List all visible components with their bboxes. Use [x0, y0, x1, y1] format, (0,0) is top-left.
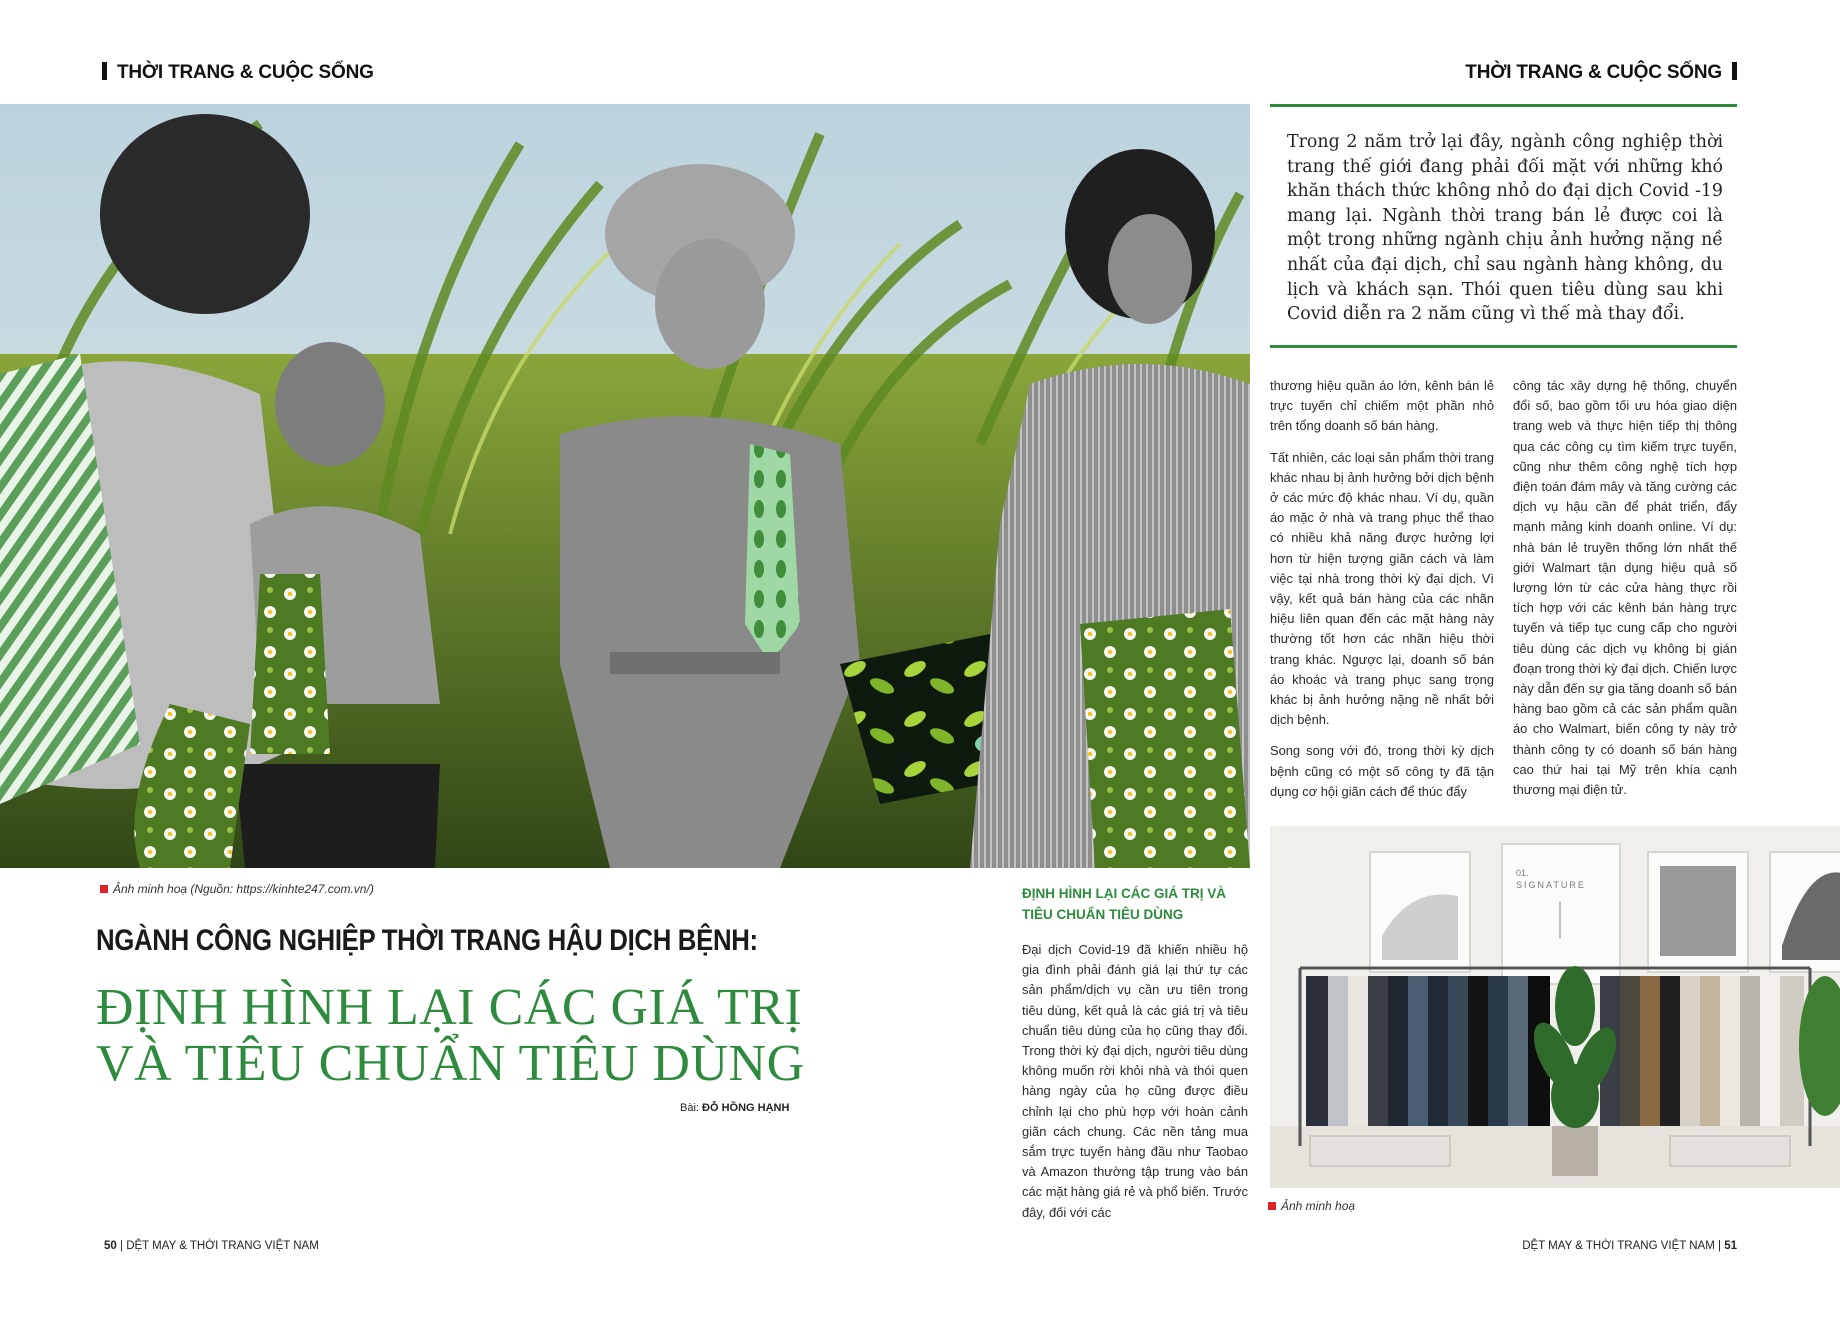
body-paragraph: thương hiệu quần áo lớn, kênh bán lẻ trực tuyến chỉ chiếm một phần nhỏ trên tổng doanh số bán hàng.	[1270, 378, 1494, 434]
body-column-3	[1513, 376, 1737, 811]
store-caption: Ảnh minh hoạ	[1268, 1199, 1355, 1213]
article-title-line2: VÀ TIÊU CHUẨN TIÊU DÙNG	[96, 1035, 805, 1092]
article-title	[96, 980, 836, 1092]
body-paragraph: Tất nhiên, các loại sản phẩm thời trang khác nhau bị ảnh hưởng bởi dịch bệnh ở các mức độ khác nhau. Ví dụ, quần áo mặc ở nhà và trang phục thể thao có nhiều khả năng được hưởng lợi hơn từ hiện tượng giãn cách và làm việc tại nhà trong thời kỳ đại dịch. Vì vậy, kết quả bán hàng của các nhãn hiệu liên quan đến các mặt hàng này thường tốt hơn các nhãn hiệu thời trang khác. Ngược lại, doanh số bán áo khoác và trang phục sang trọng khác bị ảnh hưởng nặng nề nhất bởi dịch bệnh.	[1270, 449, 1494, 728]
body-paragraph: Song song với đó, trong thời kỳ dịch bệnh cũng có một số công ty đã tận dụng cơ hội giãn cách để thúc đẩy	[1270, 743, 1494, 799]
lead-top-rule	[1270, 104, 1737, 107]
byline-author: ĐỖ HỒNG HẠNH	[702, 1102, 790, 1114]
page-number-right: 51	[1724, 1240, 1737, 1252]
article-kicker: NGÀNH CÔNG NGHIỆP THỜI TRANG HẬU DỊCH BỆNH:	[96, 924, 758, 957]
body-column-2	[1270, 376, 1494, 813]
section-label-left: THỜI TRANG & CUỘC SỐNG	[102, 62, 374, 84]
caption-marker	[100, 885, 108, 893]
poster-label: SIGNATURE	[1516, 880, 1586, 890]
section-marker	[102, 62, 107, 80]
caption-marker	[1268, 1202, 1276, 1210]
lead-paragraph: Trong 2 năm trở lại đây, ngành công nghiệp thời trang thế giới đang phải đối mặt với những khó khăn thách thức không nhỏ do đại dịch Covid -19 mang lại. Ngành thời trang bán lẻ được coi là một trong những ngành chịu ảnh hưởng nặng nề nhất của đại dịch, chỉ sau ngành hàng không, du lịch và khách sạn. Thói quen tiêu dùng sau khi Covid diễn ra 2 năm cũng vì thế mà thay đổi.	[1287, 132, 1723, 325]
section-subhead: ĐỊNH HÌNH LẠI CÁC GIÁ TRỊ VÀ TIÊU CHUẨN TIÊU DÙNG	[1022, 886, 1226, 922]
hero-collage-image	[0, 104, 1250, 868]
section-marker	[1732, 62, 1737, 80]
store-photo	[1270, 826, 1840, 1188]
section-label-right: THỜI TRANG & CUỘC SỐNG	[1465, 62, 1737, 84]
article-title-line1: ĐỊNH HÌNH LẠI CÁC GIÁ TRỊ	[96, 979, 803, 1036]
hero-caption: Ảnh minh hoạ (Nguồn: https://kinhte247.com.vn/)	[100, 882, 374, 896]
folio-left: 50 | DỆT MAY & THỜI TRANG VIỆT NAM	[104, 1240, 319, 1252]
body-paragraph: Đại dịch Covid-19 đã khiến nhiều hộ gia đình phải đánh giá lại thứ tự các sản phẩm/dịch vụ cần ưu tiên trong tiêu dùng, kết quả là các giá trị và tiêu chuẩn tiêu dùng của họ cũng thay đổi. Trong thời kỳ đại dịch, người tiêu dùng không muốn rời khỏi nhà và thói quen hàng ngày của họ cũng được điều chỉnh lại cho phù hợp với hoàn cảnh giãn cách chung. Các nền tảng mua sắm trực tuyến hàng đầu như Taobao và Amazon thường tập trung vào bán các mặt hàng giá rẻ và phổ biến. Trước đây, đối với các	[1022, 942, 1248, 1220]
body-paragraph: công tác xây dựng hệ thống, chuyển đổi số, bao gồm tối ưu hóa giao diện trang web và thực hiện tiếp thị thông qua các công cụ tìm kiếm trực tuyến, cũng như thêm công nghệ tích hợp điện toán đám mây và tăng cường các dịch vụ hậu cần để phát triển, đẩy mạnh mảng kinh doanh online. Ví dụ: nhà bán lẻ truyền thống lớn nhất thế giới Walmart tận dụng hiệu quả số lượng lớn từ các cửa hàng thực rồi tích hợp với các kênh bán hàng trực tuyến và tiếp tục cung cấp cho người tiêu dùng các dịch vụ không bị gián đoạn trong thời kỳ đại dịch. Chiến lược này dẫn đến sự gia tăng doanh số bán hàng bao gồm cả các sản phẩm quần áo cho Walmart, biến công ty này trở thành công ty có doanh số bán hàng cao thứ hai tại Mỹ trên khía cạnh thương mại điện tử.	[1513, 378, 1737, 798]
poster-number: 01.	[1516, 868, 1529, 878]
folio-right: DỆT MAY & THỜI TRANG VIỆT NAM | 51	[1522, 1240, 1737, 1252]
lead-bottom-rule	[1270, 345, 1737, 348]
byline: Bài: ĐỖ HỒNG HẠNH	[680, 1102, 790, 1114]
body-column-1	[1022, 940, 1248, 1234]
page-number-left: 50	[104, 1240, 117, 1252]
